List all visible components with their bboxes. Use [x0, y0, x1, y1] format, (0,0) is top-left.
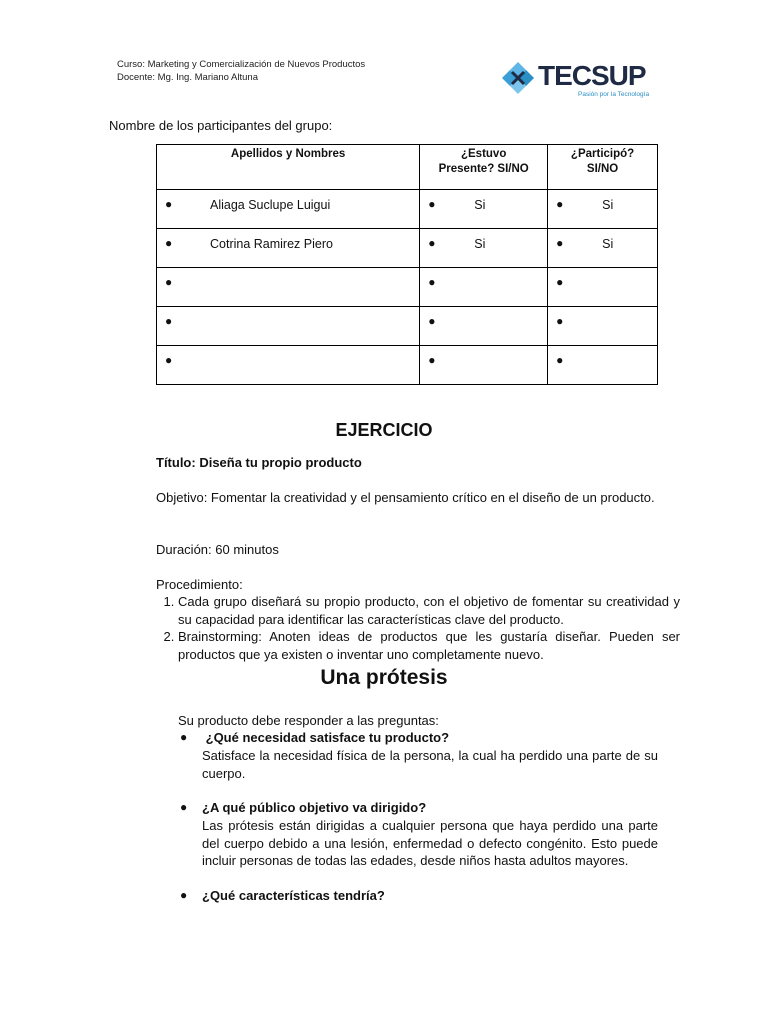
bullet-icon: ● [165, 314, 173, 328]
procedure-steps [156, 593, 680, 663]
header-names: Apellidos y Nombres [157, 145, 420, 190]
table-cell [548, 346, 658, 385]
table-header-row [157, 145, 658, 190]
bullet-icon: ● [165, 353, 173, 367]
header-present: ¿Estuvo Presente? SI/NO [420, 145, 548, 190]
table-cell [420, 268, 548, 307]
procedure-label: Procedimiento: [156, 577, 243, 592]
table-cell [157, 346, 420, 385]
tecsup-emblem-icon [500, 60, 536, 96]
table-cell [157, 229, 420, 268]
product-heading: Una prótesis [320, 666, 448, 689]
bullet-icon: ● [428, 197, 436, 211]
header-participated: ¿Participó? SI/NO [548, 145, 658, 190]
exercise-heading: EJERCICIO [335, 420, 433, 440]
table-cell [548, 229, 658, 268]
bullet-icon: ● [556, 353, 564, 367]
tecsup-logo [500, 58, 650, 102]
bullet-icon: ● [180, 730, 188, 744]
cell-text: Aliaga Suclupe Luigui [210, 198, 331, 212]
bullet-icon: ● [428, 275, 436, 289]
document-header [117, 59, 365, 84]
bullet-icon: ● [556, 275, 564, 289]
bullet-icon: ● [428, 236, 436, 250]
table-cell [157, 190, 420, 229]
table-cell [420, 307, 548, 346]
bullet-icon: ● [180, 800, 188, 814]
questions-intro: Su producto debe responder a las preguntas: [178, 713, 439, 728]
table-row [157, 229, 658, 268]
logo-wordmark: TECSUP [538, 60, 646, 91]
exercise-title: Título: Diseña tu propio producto [156, 455, 362, 470]
answer-1: Satisface la necesidad física de la persona, la cual ha perdido una parte de su cuerpo. [202, 748, 658, 781]
bullet-icon: ● [428, 314, 436, 328]
question-2: ¿A qué público objetivo va dirigido? [202, 800, 427, 815]
table-cell [548, 307, 658, 346]
course-name: Curso: Marketing y Comercialización de Nuevos Productos [117, 59, 366, 70]
cell-text: Cotrina Ramirez Piero [210, 237, 333, 251]
table-row [157, 346, 658, 385]
bullet-icon: ● [428, 353, 436, 367]
exercise-duration: Duración: 60 minutos [156, 542, 279, 557]
participants-table [156, 144, 658, 385]
participants-label: Nombre de los participantes del grupo: [109, 118, 333, 133]
table-cell [548, 268, 658, 307]
procedure-step: 1. Cada grupo diseñará su propio producto, con el objetivo de fomentar su creatividad y su capacidad para identificar las características clave del producto. [178, 593, 680, 628]
question-1: ¿Qué necesidad satisface tu producto? [205, 730, 450, 745]
exercise-objective: Objetivo: Fomentar la creatividad y el pensamiento crítico en el diseño de un producto. [156, 490, 655, 505]
table-row [157, 190, 658, 229]
table-row [157, 307, 658, 346]
bullet-icon: ● [556, 314, 564, 328]
table-cell [157, 268, 420, 307]
logo-tagline: Pasión por la Tecnología [578, 91, 650, 98]
table-cell [548, 190, 658, 229]
cell-text: Si [602, 198, 614, 212]
bullet-icon: ● [556, 236, 564, 250]
cell-text: Si [474, 198, 486, 212]
bullet-icon: ● [180, 888, 188, 902]
table-row [157, 268, 658, 307]
bullet-icon: ● [165, 197, 173, 211]
table-cell [420, 229, 548, 268]
question-3: ¿Qué características tendría? [202, 888, 385, 903]
table-cell [420, 190, 548, 229]
bullet-icon: ● [556, 197, 564, 211]
cell-text: Si [602, 237, 614, 251]
cell-text: Si [474, 237, 486, 251]
table-cell [420, 346, 548, 385]
procedure-step: 2. Brainstorming: Anoten ideas de productos que les gustaría diseñar. Pueden ser productos que ya existen o inventar uno completamente nuevo. [178, 628, 680, 663]
bullet-icon: ● [165, 275, 173, 289]
answer-2: Las prótesis están dirigidas a cualquier persona que haya perdido una parte del cuerpo debido a una lesión, enfermedad o defecto congénito. Esto puede incluir personas de todas las edades, desde niños hasta adultos mayores. [202, 818, 658, 868]
teacher-name: Docente: Mg. Ing. Mariano Altuna [117, 71, 258, 83]
table-cell [157, 307, 420, 346]
bullet-icon: ● [165, 236, 173, 250]
